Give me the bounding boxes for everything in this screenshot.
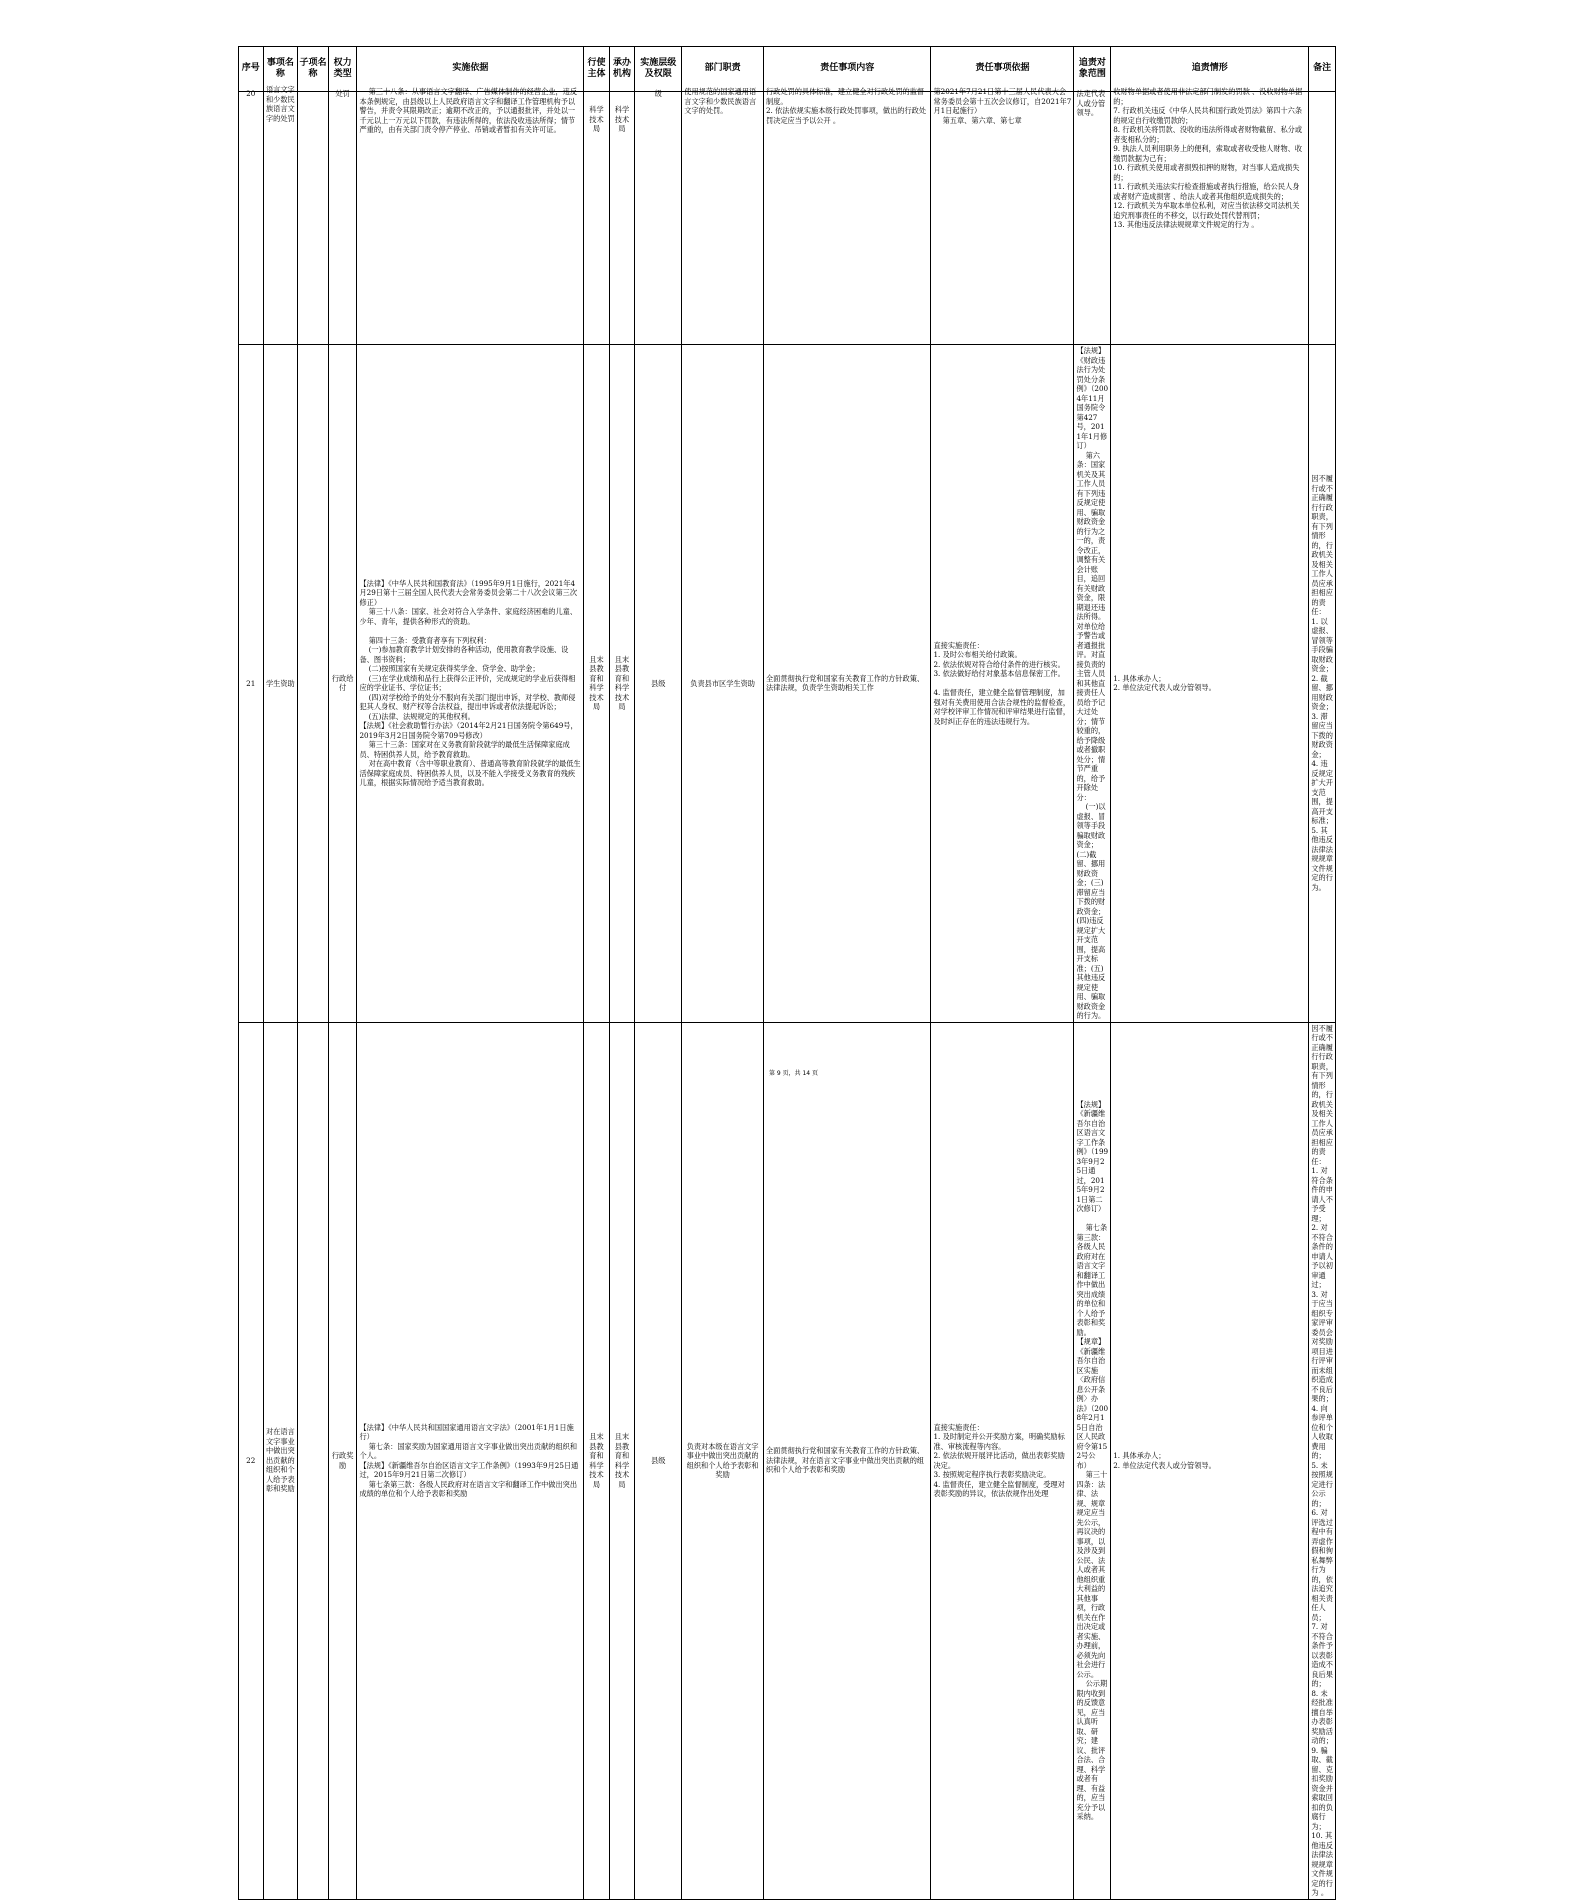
row-scope: 1. 具体承办人； 2. 单位法定代表人或分管领导。 bbox=[1111, 1022, 1309, 1899]
row-subject: 且末县教育和科学技术局 bbox=[584, 345, 610, 1023]
table-row bbox=[239, 1022, 1336, 1899]
row-situation-text: 收财物单据或者使用非法定部门制发的罚款 、没收财物单据的； 7. 行政机关违反《中华人民共和国行政处罚法》第四十六条的规定自行收缴罚款的； 8. 行政机关将罚款、没收的违法所得或者财物截留、私分或者变相私分的； 9. 执法人员利用职务上的便利，索取或者收受他人财物、收缴罚款据为己有； 10. 行政机关使用或者损毁扣押的财物，对当事人造成损失的； 11. 行政机关违法实行检查措施或者执行措施，给公民人身或者财产造成损害 、给法人或者其他组织造成损失的； 12. 行政机关为牟取本单位私利，对应当依法移交司法机关追究刑事责任的不移交，以行政处罚代替刑罚； 13. 其他违反法律法规规章文件规定的行为 。 bbox=[1113, 87, 1303, 229]
row-basis: 【法律】《中华人民共和国国家通用语言文字法》（2001年1月1日施行） 第七条：国家奖励为国家通用语言文字事业做出突出贡献的组织和个人。 【法规】《新疆维吾尔自治区语言文字工作条例》（1993年9月25日通过，2015年9月21日第二次修订） 第七条第三款：各级人民政府对在语言文字和翻译工作中做出突出成绩的单位和个人给予表彰和奖励 bbox=[357, 1022, 584, 1899]
row-subject: 且末县教育和科学技术局 bbox=[584, 1022, 610, 1899]
row-dept-duty: 全面贯彻执行党和国家有关教育工作的方针政策、法律法规，负责学生资助相关工作 bbox=[763, 345, 931, 1023]
row-type bbox=[328, 89, 357, 345]
header-level: 实施层级及权限 bbox=[635, 47, 682, 92]
row-scope-text: 法定代表人或分管领导。 bbox=[1076, 89, 1106, 117]
header-row bbox=[239, 47, 1336, 92]
row-duty: 负责对本级在语言文字事业中做出突出贡献的组织和个人给予表彰和奖励 bbox=[682, 1022, 764, 1899]
row-content bbox=[763, 87, 931, 345]
header-sub: 子项名称 bbox=[298, 47, 329, 92]
row-no: 21 bbox=[239, 345, 264, 1023]
row-org: 且末县教育和科学技术局 bbox=[609, 1022, 635, 1899]
row-situation: 因不履行或不正确履行行政职责，有下列情形的，行政机关及相关工作人员应承担相应的责任： 1. 对符合条件的申请人不予受理； 2. 对不符合条件的申请人予以初审通过； 3. 对于应当组织专家评审委员会对奖励项目进行评审而未组织造成不良后果的； 4. 向参评单位和个人收取费用的； 5. 未按照规定进行公示的； 6. 对评选过程中有弄虚作假和徇私舞弊行为的，依法追究相关责任人员； 7. 对不符合条件予以表彰造成不良后果的； 8. 未经批准擅自举办表彰奖励活动的； 9. 骗取、截留、克扣奖励资金并索取回扣的负腐行为； 10. 其他违反法律法规规章文件规定的行为 。 bbox=[1309, 1022, 1336, 1899]
row-liab-basis bbox=[931, 87, 1074, 345]
row-duty-text: 使用规范的国家通用语言文字和少数民族语言文字的处罚。 bbox=[684, 87, 757, 115]
row-no bbox=[239, 89, 264, 345]
row-basis-text: 第三十八条：从事语言文字翻译、广告媒体制作的经营企业，违反本条例规定，由县级以上人民政府语言文字和翻译工作管理机构予以警告，并责令其限期改正；逾期不改正的，予以通报批评，并处以一千元以上一万元以下罚款，有违法所得的，依法没收违法所得；情节严重的，由有关部门责令停产停业、吊销或者暂扣有关许可证。 bbox=[359, 87, 578, 134]
row-subject bbox=[584, 92, 610, 345]
row-scope bbox=[1074, 89, 1111, 345]
row-subject-text: 科学技术局 bbox=[589, 105, 604, 133]
document-sheet bbox=[238, 46, 1336, 1900]
row-content: 直接实施责任： 1. 及时制定并公开奖励方案，明确奖励标准、审核流程等内容。 2. 依法依规开展评比活动，做出表彰奖励决定。 3. 按照规定程序执行表彰奖励决定。 4. 监督责任，建立健全监督制度，受理对表彰奖励的异议，依法依规作出处理 bbox=[931, 1022, 1074, 1899]
row-sub bbox=[298, 345, 329, 1023]
header-org: 承办机构 bbox=[609, 47, 635, 92]
row-no: 22 bbox=[239, 1022, 264, 1899]
row-duty: 负责县市区学生资助 bbox=[682, 345, 764, 1023]
row-scope: 1. 具体承办人； 2. 单位法定代表人或分管领导。 bbox=[1111, 345, 1309, 1023]
row-name: 对在语言文字事业中做出突出贡献的组织和个人给予表彰和奖励 bbox=[263, 1022, 298, 1899]
header-scope: 追责对象范围 bbox=[1074, 47, 1111, 92]
row-level: 县级 bbox=[635, 1022, 682, 1899]
row-sub bbox=[298, 92, 329, 345]
row-name bbox=[263, 85, 298, 345]
row-remark bbox=[1309, 92, 1336, 345]
page-footer: 第 9 页，共 14 页 bbox=[768, 1070, 819, 1077]
row-level-text: 级 bbox=[654, 89, 662, 98]
row-level: 县级 bbox=[635, 345, 682, 1023]
row-liab-basis-text: 第2021年7月21日第十三届人民代表大会常务委员会第十五次会议修订，自2021年7月1日起施行） 第五章、第六章、第七章 bbox=[933, 87, 1072, 125]
header-basis: 实施依据 bbox=[357, 47, 584, 92]
row-liab-basis: 【法规】《财政违法行为处罚处分条例》（2004年11月国务院令第427号，2011年1月修订） 第六条：国家机关及其工作人员有下列违反规定使用、骗取财政资金的行为之一的，责令改正，调整有关会计账目，追回有关财政资金，限期退还违法所得。对单位给予警告或者通报批评。对直接负责的主管人员和其他直接责任人员给予记大过处分；情节较重的，给予降级或者撤职处分；情节严重的，给予开除处分： (一)以虚报、冒领等手段骗取财政资金；(二)截留、挪用财政资金；(三)滞留应当下拨的财政资金；(四)违反规定扩大开支范围，提高开支标准；(五)其他违反规定使用、骗取财政资金的行为。 bbox=[1074, 345, 1111, 1023]
row-situation: 因不履行或不正确履行行政职责，有下列情形的，行政机关及相关工作人员应承担相应的责任： 1. 以虚报、冒领等手段骗取财政资金； 2. 截留、挪用财政资金； 3. 滞留应当下拨的财政资金； 4. 违反规定扩大开支范围，提高开支标准； 5. 其他违反法律法规规章文件规定的行为。 bbox=[1309, 345, 1336, 1023]
header-type: 权力类型 bbox=[328, 47, 357, 92]
row-dept-duty: 全面贯彻执行党和国家有关教育工作的方针政策、法律法规，对在语言文字事业中做出突出贡献的组织和个人给予表彰和奖励 bbox=[763, 1022, 931, 1899]
row-basis bbox=[357, 87, 584, 345]
responsibility-table bbox=[238, 46, 1336, 1900]
header-situation: 追责情形 bbox=[1111, 47, 1309, 92]
row-type: 行政给付 bbox=[328, 345, 357, 1023]
row-level bbox=[635, 89, 682, 345]
row-sub bbox=[298, 1022, 329, 1899]
row-type: 行政奖励 bbox=[328, 1022, 357, 1899]
header-no: 序号 bbox=[239, 47, 264, 92]
header-subject: 行使主体 bbox=[584, 47, 610, 92]
row-content-text: 行政处罚的具体标准，建立健全对行政处罚的监督制度。 2. 依法依规实施本级行政处罚事项，做出的行政处罚决定应当予以公开 。 bbox=[765, 87, 927, 125]
row-duty bbox=[682, 87, 764, 345]
row-name: 学生资助 bbox=[263, 345, 298, 1023]
row-liab-basis: 【法规】《新疆维吾尔自治区语言文字工作条例》（1993年9月25日通过，2015年9月21日第二次修订） 第七条第三款：各级人民政府对在语言文字和翻译工作中做出突出成绩的单位和个人给予表彰和奖励。 【规章】《新疆维吾尔自治区实施〈政府信息公开条例〉办法》（2008年2月15日自治区人民政府令第152号公布） 第三十四条：法律、法规、规章规定应当先公示，再议决的事项，以及涉及到公民、法人或者其他组织重大利益的其他事项，行政机关在作出决定或者实施、办理前，必须先向社会进行公示。 公示期限内收到的反馈意见，应当认真听取、研究；建议、批评合法、合理、科学或者有理、有益的，应当充分予以采纳。 bbox=[1074, 1022, 1111, 1899]
header-liab-basis: 责任事项依据 bbox=[931, 47, 1074, 92]
row-no-text: 20 bbox=[246, 89, 256, 98]
row-basis: 【法律】《中华人民共和国教育法》（1995年9月1日施行，2021年4月29日第十三届全国人民代表大会常务委员会第二十八次会议第三次修正） 第三十八条：国家、社会对符合入学条件、家庭经济困难的儿童、少年、青年，提供各种形式的资助。 第四十三条：受教育者享有下列权利： (一)参加教育教学计划安排的各种活动，使用教育教学设施、设备、图书资料； (二)按照国家有关规定获得奖学金、贷学金、助学金； (三)在学业成绩和品行上获得公正评价，完成规定的学业后获得相应的学业证书、学位证书； (四)对学校给予的处分不服向有关部门提出申诉，对学校、教师侵犯其人身权、财产权等合法权益，提出申诉或者依法提起诉讼； (五)法律、法规规定的其他权利。 【法规】《社会救助暂行办法》（2014年2月21日国务院令第649号，2019年3月2日国务院令第709号修改） 第三十三条：国家对在义务教育阶段就学的最低生活保障家庭成员、特困供养人员，给予教育救助。 对在高中教育（含中等职业教育）、普通高等教育阶段就学的最低生活保障家庭成员、特困供养人员，以及不能入学接受义务教育的残疾儿童，根据实际情况给予适当教育救助。 bbox=[357, 345, 584, 1023]
table-row bbox=[239, 92, 1336, 345]
row-type-text: 处罚 bbox=[335, 89, 350, 98]
header-content: 责任事项内容 bbox=[763, 47, 931, 92]
table-row bbox=[239, 345, 1336, 1023]
row-name-text: 语言文字和少数民族语言文字的处罚 bbox=[265, 85, 295, 123]
row-content: 直接实施责任： 1. 及时公布相关给付政策。 2. 依法依规对符合给付条件的进行核实。 3. 依法做好给付对象基本信息保密工作。 4. 监督责任，建立健全监督管理制度，加强对有关费用使用合法合规性的监督检查，对学校评审工作情况和评审结果进行监督，及时纠正存在的违法违规行为。 bbox=[931, 345, 1074, 1023]
row-org bbox=[609, 92, 635, 345]
header-dept-duty: 部门职责 bbox=[682, 47, 764, 92]
header-remark: 备注 bbox=[1309, 47, 1336, 92]
row-org: 且末县教育和科学技术局 bbox=[609, 345, 635, 1023]
row-org-text: 科学技术局 bbox=[614, 105, 630, 133]
row-situation bbox=[1111, 87, 1309, 345]
header-name: 事项名称 bbox=[263, 47, 298, 92]
